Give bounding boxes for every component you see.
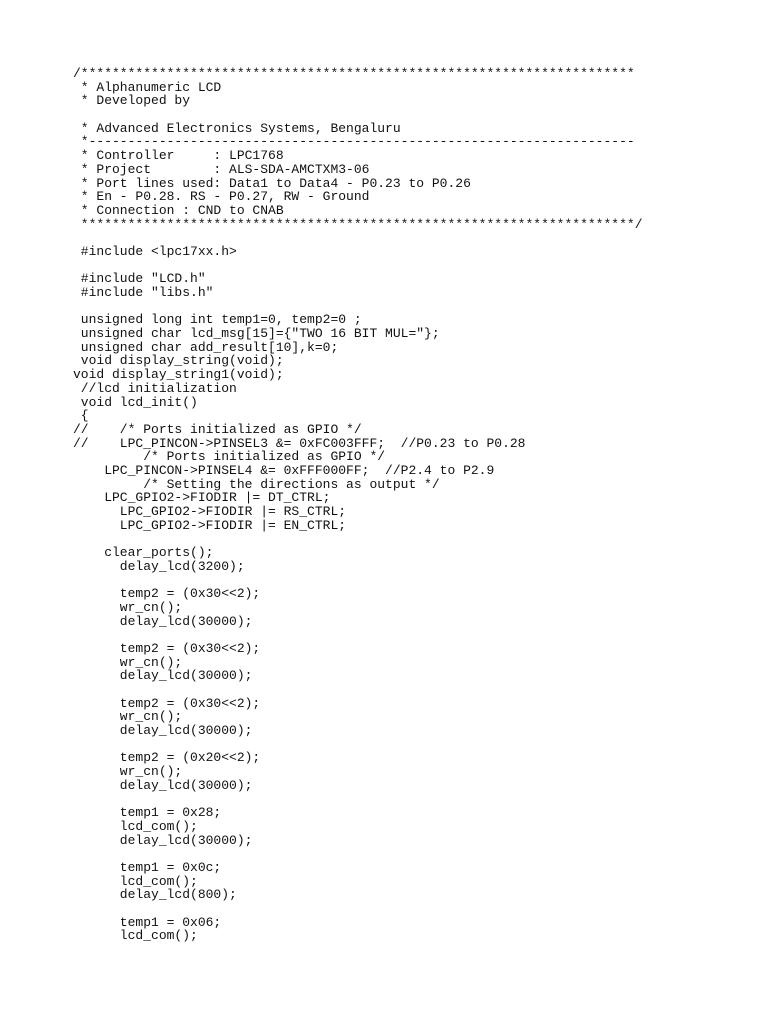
code-line: * Alphanumeric LCD bbox=[73, 79, 222, 95]
code-line: temp2 = (0x20<<2); bbox=[73, 750, 261, 766]
code-line: LPC_GPIO2->FIODIR |= RS_CTRL; bbox=[73, 504, 347, 519]
code-line: temp1 = 0x28; bbox=[73, 805, 222, 821]
code-line bbox=[73, 792, 643, 806]
code-line: lcd_com(); bbox=[73, 928, 198, 944]
code-line bbox=[73, 628, 643, 642]
code-line: //lcd initialization bbox=[73, 380, 237, 396]
code-line: temp1 = 0x0c; bbox=[73, 859, 222, 875]
code-line: #include "LCD.h" bbox=[73, 271, 206, 287]
code-line: delay_lcd(30000); bbox=[73, 777, 253, 793]
code-line: temp1 = 0x06; bbox=[73, 914, 222, 930]
code-line: #include "libs.h" bbox=[73, 285, 214, 300]
code-line: temp2 = (0x30<<2); bbox=[73, 586, 261, 602]
code-line: wr_cn(); bbox=[73, 654, 183, 670]
code-line bbox=[73, 231, 643, 245]
code-line: wr_cn(); bbox=[73, 599, 183, 615]
code-line bbox=[73, 738, 643, 752]
code-line bbox=[73, 683, 643, 697]
code-line: temp2 = (0x30<<2); bbox=[73, 695, 261, 711]
code-line: LPC_PINCON->PINSEL4 &= 0xFFF000FF; //P2.4 to P2.9 bbox=[73, 462, 495, 478]
code-line: * Port lines used: Data1 to Data4 - P0.23 to P0.26 bbox=[73, 175, 471, 191]
code-line: * Advanced Electronics Systems, Bengaluru bbox=[73, 120, 401, 136]
code-line: void lcd_init() bbox=[73, 394, 198, 410]
code-line: lcd_com(); bbox=[73, 873, 198, 889]
code-line: LPC_GPIO2->FIODIR |= DT_CTRL; bbox=[73, 490, 331, 506]
code-line: * En - P0.28. RS - P0.27, RW - Ground bbox=[73, 189, 370, 205]
code-line: /* Setting the directions as output */ bbox=[73, 476, 440, 492]
code-line: // /* Ports initialized as GPIO */ bbox=[73, 421, 362, 437]
code-line: ***********************************************************************/ bbox=[73, 216, 643, 232]
code-line: delay_lcd(30000); bbox=[73, 613, 253, 629]
code-line bbox=[73, 108, 643, 122]
code-line: void display_string1(void); bbox=[73, 367, 284, 383]
code-line: delay_lcd(3200); bbox=[73, 558, 245, 574]
code-line: delay_lcd(800); bbox=[73, 887, 237, 903]
code-line: clear_ports(); bbox=[73, 545, 214, 561]
code-line: // LPC_PINCON->PINSEL3 &= 0xFC003FFF; //P0.23 to P0.28 bbox=[73, 435, 526, 451]
code-line: wr_cn(); bbox=[73, 764, 183, 780]
code-line: * Developed by bbox=[73, 93, 191, 109]
code-line: #include <lpc17xx.h> bbox=[73, 243, 237, 259]
code-line: * Connection : CND to CNAB bbox=[73, 202, 284, 218]
code-line: temp2 = (0x30<<2); bbox=[73, 640, 261, 656]
code-line bbox=[73, 532, 643, 546]
code-line: /*********************************************************************** bbox=[73, 66, 635, 81]
code-line bbox=[73, 847, 643, 861]
code-line: void display_string(void); bbox=[73, 353, 284, 369]
code-line: /* Ports initialized as GPIO */ bbox=[73, 449, 386, 465]
code-line bbox=[73, 573, 643, 587]
code-line: delay_lcd(30000); bbox=[73, 668, 253, 684]
code-line: unsigned long int temp1=0, temp2=0 ; bbox=[73, 312, 362, 328]
code-line: delay_lcd(30000); bbox=[73, 723, 253, 738]
code-line bbox=[73, 259, 643, 273]
code-line bbox=[73, 902, 643, 916]
code-line: delay_lcd(30000); bbox=[73, 832, 253, 848]
code-line: wr_cn(); bbox=[73, 709, 183, 725]
code-line bbox=[73, 300, 643, 314]
code-line: * Project : ALS-SDA-AMCTXM3-06 bbox=[73, 161, 370, 177]
code-line: lcd_com(); bbox=[73, 818, 198, 834]
code-line: unsigned char add_result[10],k=0; bbox=[73, 339, 339, 355]
code-line: * Controller : LPC1768 bbox=[73, 148, 284, 164]
source-code-listing bbox=[73, 67, 643, 943]
code-line: { bbox=[73, 408, 89, 424]
code-line: unsigned char lcd_msg[15]={"TWO 16 BIT MUL="}; bbox=[73, 326, 440, 342]
code-line: *---------------------------------------------------------------------- bbox=[73, 134, 635, 150]
code-line: LPC_GPIO2->FIODIR |= EN_CTRL; bbox=[73, 517, 347, 533]
